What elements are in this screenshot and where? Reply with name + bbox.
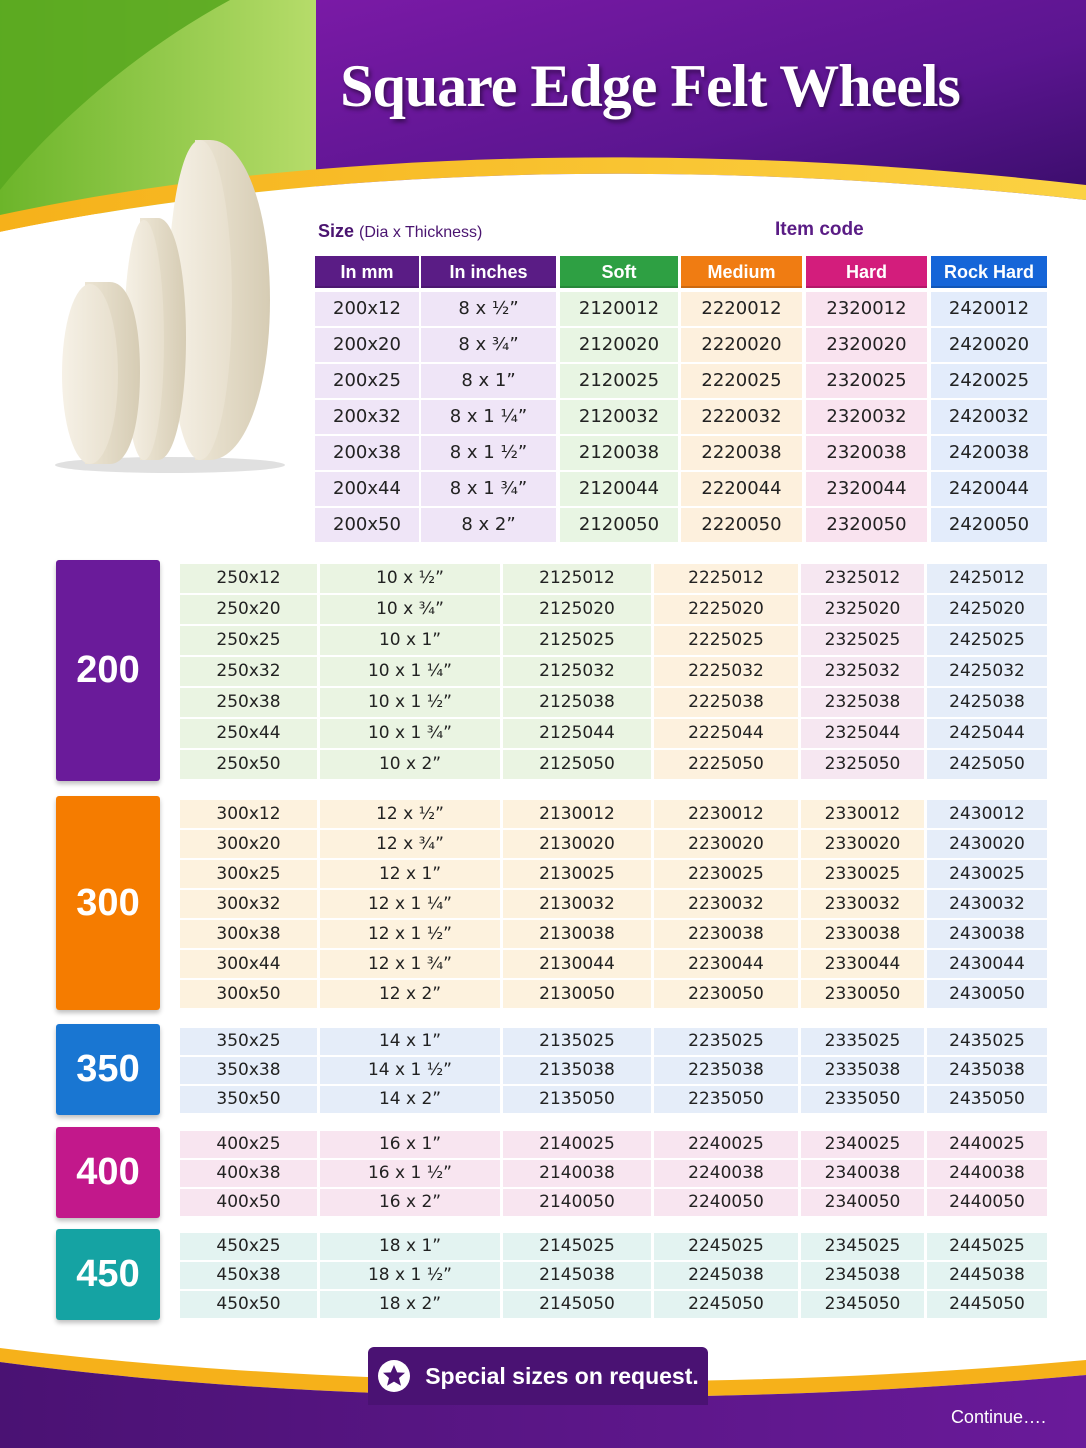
soft-code-cell: 2140038: [503, 1160, 651, 1189]
size-mm-cell: 300x32: [180, 890, 317, 920]
medium-code-cell: 2235025: [654, 1028, 798, 1057]
medium-code-cell: 2240025: [654, 1131, 798, 1160]
size-inches-cell: 16 x 1 ½”: [320, 1160, 500, 1189]
size-mm-cell: 300x20: [180, 830, 317, 860]
rock-hard-code-cell: 2430012: [927, 800, 1047, 830]
hard-code-cell: 2345038: [801, 1262, 924, 1291]
medium-code-cell: 2230032: [654, 890, 798, 920]
table-row: [0, 800, 1086, 830]
rock-hard-code-cell: 2425012: [927, 564, 1047, 595]
soft-code-cell: 2120012: [560, 292, 678, 328]
rock-hard-code-cell: 2430050: [927, 980, 1047, 1010]
soft-code-cell: 2125044: [503, 719, 651, 750]
table-row: [0, 364, 1086, 400]
rock-hard-code-cell: 2435025: [927, 1028, 1047, 1057]
size-inches-cell: 12 x 1 ¾”: [320, 950, 500, 980]
group-badge-350: 350: [56, 1024, 160, 1115]
soft-code-cell: 2125012: [503, 564, 651, 595]
size-mm-cell: 450x38: [180, 1262, 317, 1291]
soft-code-cell: 2145050: [503, 1291, 651, 1320]
table-row: [0, 292, 1086, 328]
size-label-sub: (Dia x Thickness): [359, 224, 483, 241]
size-mm-cell: 350x50: [180, 1086, 317, 1115]
size-inches-cell: 14 x 2”: [320, 1086, 500, 1115]
size-inches-cell: 8 x 1 ¾”: [421, 472, 556, 508]
medium-code-cell: 2225012: [654, 564, 798, 595]
table-row: [0, 508, 1086, 544]
soft-code-cell: 2145025: [503, 1233, 651, 1262]
rock-hard-code-cell: 2420044: [931, 472, 1047, 508]
table-row: [0, 1160, 1086, 1189]
table-row: [0, 1189, 1086, 1218]
rock-hard-code-cell: 2420050: [931, 508, 1047, 544]
medium-code-cell: 2240038: [654, 1160, 798, 1189]
size-inches-cell: 12 x 2”: [320, 980, 500, 1010]
size-inches-cell: 14 x 1 ½”: [320, 1057, 500, 1086]
group-badge-450: 450: [56, 1229, 160, 1320]
rock-hard-code-cell: 2420032: [931, 400, 1047, 436]
hard-code-cell: 2325038: [801, 688, 924, 719]
hard-code-cell: 2345025: [801, 1233, 924, 1262]
table-row: [0, 980, 1086, 1010]
size-inches-cell: 8 x 2”: [421, 508, 556, 544]
hard-code-cell: 2330038: [801, 920, 924, 950]
medium-code-cell: 2220050: [681, 508, 802, 544]
size-inches-cell: 8 x 1”: [421, 364, 556, 400]
rock-hard-code-cell: 2420012: [931, 292, 1047, 328]
size-mm-cell: 200x32: [315, 400, 419, 436]
soft-code-cell: 2125038: [503, 688, 651, 719]
medium-code-cell: 2235050: [654, 1086, 798, 1115]
rock-hard-code-cell: 2440050: [927, 1189, 1047, 1218]
rock-hard-code-cell: 2425050: [927, 750, 1047, 781]
hard-code-cell: 2320012: [806, 292, 927, 328]
rock-hard-code-cell: 2425044: [927, 719, 1047, 750]
hard-code-cell: 2320050: [806, 508, 927, 544]
rock-hard-code-cell: 2435050: [927, 1086, 1047, 1115]
size-mm-cell: 450x50: [180, 1291, 317, 1320]
table-row: [0, 950, 1086, 980]
table-row: [0, 860, 1086, 890]
soft-code-cell: 2130044: [503, 950, 651, 980]
soft-code-cell: 2120020: [560, 328, 678, 364]
size-inches-cell: 12 x ¾”: [320, 830, 500, 860]
rock-hard-code-cell: 2420025: [931, 364, 1047, 400]
special-sizes-banner: [368, 1347, 708, 1405]
medium-code-cell: 2225038: [654, 688, 798, 719]
soft-code-cell: 2130012: [503, 800, 651, 830]
group-badge-300: 300: [56, 796, 160, 1010]
soft-code-cell: 2135025: [503, 1028, 651, 1057]
size-inches-cell: 16 x 1”: [320, 1131, 500, 1160]
size-label: [318, 221, 482, 242]
medium-code-cell: 2220032: [681, 400, 802, 436]
size-mm-cell: 300x25: [180, 860, 317, 890]
soft-code-cell: 2125032: [503, 657, 651, 688]
hard-code-cell: 2320020: [806, 328, 927, 364]
medium-code-cell: 2245038: [654, 1262, 798, 1291]
size-mm-cell: 250x50: [180, 750, 317, 781]
table-row: [0, 1233, 1086, 1262]
group-badge-200: 200: [56, 560, 160, 781]
soft-code-cell: 2130032: [503, 890, 651, 920]
medium-code-cell: 2225044: [654, 719, 798, 750]
column-header-rock-hard: Rock Hard: [931, 256, 1047, 288]
size-inches-cell: 10 x ½”: [320, 564, 500, 595]
size-mm-cell: 400x38: [180, 1160, 317, 1189]
soft-code-cell: 2125020: [503, 595, 651, 626]
rock-hard-code-cell: 2435038: [927, 1057, 1047, 1086]
rock-hard-code-cell: 2425032: [927, 657, 1047, 688]
size-mm-cell: 200x20: [315, 328, 419, 364]
size-mm-cell: 250x44: [180, 719, 317, 750]
table-row: [0, 328, 1086, 364]
rock-hard-code-cell: 2430032: [927, 890, 1047, 920]
medium-code-cell: 2245050: [654, 1291, 798, 1320]
table-row: [0, 750, 1086, 781]
size-inches-cell: 10 x ¾”: [320, 595, 500, 626]
medium-code-cell: 2230044: [654, 950, 798, 980]
medium-code-cell: 2220044: [681, 472, 802, 508]
size-mm-cell: 300x38: [180, 920, 317, 950]
size-inches-cell: 14 x 1”: [320, 1028, 500, 1057]
soft-code-cell: 2130025: [503, 860, 651, 890]
size-mm-cell: 250x25: [180, 626, 317, 657]
rock-hard-code-cell: 2425020: [927, 595, 1047, 626]
table-row: [0, 830, 1086, 860]
table-row: [0, 1028, 1086, 1057]
soft-code-cell: 2120050: [560, 508, 678, 544]
table-row: [0, 400, 1086, 436]
soft-code-cell: 2120038: [560, 436, 678, 472]
medium-code-cell: 2240050: [654, 1189, 798, 1218]
medium-code-cell: 2230020: [654, 830, 798, 860]
size-mm-cell: 300x50: [180, 980, 317, 1010]
hard-code-cell: 2330050: [801, 980, 924, 1010]
rock-hard-code-cell: 2430044: [927, 950, 1047, 980]
table-row: [0, 1086, 1086, 1115]
table-row: [0, 890, 1086, 920]
medium-code-cell: 2220038: [681, 436, 802, 472]
soft-code-cell: 2120044: [560, 472, 678, 508]
soft-code-cell: 2125025: [503, 626, 651, 657]
hard-code-cell: 2320038: [806, 436, 927, 472]
item-code-label: Item code: [775, 219, 864, 240]
size-label-main: Size: [318, 221, 355, 241]
hard-code-cell: 2335025: [801, 1028, 924, 1057]
size-inches-cell: 16 x 2”: [320, 1189, 500, 1218]
size-inches-cell: 10 x 2”: [320, 750, 500, 781]
hard-code-cell: 2330044: [801, 950, 924, 980]
soft-code-cell: 2145038: [503, 1262, 651, 1291]
table-row: [0, 719, 1086, 750]
column-header-soft: Soft: [560, 256, 678, 288]
page-title: Square Edge Felt Wheels: [340, 53, 960, 119]
size-inches-cell: 12 x 1 ¼”: [320, 890, 500, 920]
table-row: [0, 1262, 1086, 1291]
hard-code-cell: 2335050: [801, 1086, 924, 1115]
table-row: [0, 1131, 1086, 1160]
hard-code-cell: 2325025: [801, 626, 924, 657]
rock-hard-code-cell: 2430025: [927, 860, 1047, 890]
hard-code-cell: 2325044: [801, 719, 924, 750]
rock-hard-code-cell: 2420020: [931, 328, 1047, 364]
rock-hard-code-cell: 2440038: [927, 1160, 1047, 1189]
hard-code-cell: 2345050: [801, 1291, 924, 1320]
soft-code-cell: 2120032: [560, 400, 678, 436]
medium-code-cell: 2230050: [654, 980, 798, 1010]
table-row: [0, 564, 1086, 595]
size-mm-cell: 200x38: [315, 436, 419, 472]
table-row: [0, 436, 1086, 472]
size-inches-cell: 18 x 1”: [320, 1233, 500, 1262]
hard-code-cell: 2340050: [801, 1189, 924, 1218]
hard-code-cell: 2340025: [801, 1131, 924, 1160]
size-inches-cell: 12 x ½”: [320, 800, 500, 830]
medium-code-cell: 2225050: [654, 750, 798, 781]
size-inches-cell: 12 x 1 ½”: [320, 920, 500, 950]
rock-hard-code-cell: 2445038: [927, 1262, 1047, 1291]
table-row: [0, 657, 1086, 688]
size-mm-cell: 200x50: [315, 508, 419, 544]
hard-code-cell: 2320032: [806, 400, 927, 436]
size-inches-cell: 18 x 1 ½”: [320, 1262, 500, 1291]
soft-code-cell: 2135038: [503, 1057, 651, 1086]
size-mm-cell: 250x20: [180, 595, 317, 626]
rock-hard-code-cell: 2445025: [927, 1233, 1047, 1262]
size-inches-cell: 10 x 1 ¼”: [320, 657, 500, 688]
medium-code-cell: 2230025: [654, 860, 798, 890]
size-mm-cell: 200x12: [315, 292, 419, 328]
hard-code-cell: 2320044: [806, 472, 927, 508]
size-mm-cell: 350x25: [180, 1028, 317, 1057]
size-mm-cell: 250x32: [180, 657, 317, 688]
medium-code-cell: 2230012: [654, 800, 798, 830]
column-header-mm: In mm: [315, 256, 419, 288]
size-inches-cell: 12 x 1”: [320, 860, 500, 890]
size-mm-cell: 300x12: [180, 800, 317, 830]
hard-code-cell: 2335038: [801, 1057, 924, 1086]
star-icon: [377, 1359, 411, 1393]
medium-code-cell: 2230038: [654, 920, 798, 950]
table-row: [0, 595, 1086, 626]
size-mm-cell: 250x12: [180, 564, 317, 595]
table-row: [0, 1291, 1086, 1320]
soft-code-cell: 2130020: [503, 830, 651, 860]
hard-code-cell: 2330020: [801, 830, 924, 860]
column-header-medium: Medium: [681, 256, 802, 288]
soft-code-cell: 2125050: [503, 750, 651, 781]
rock-hard-code-cell: 2430038: [927, 920, 1047, 950]
size-inches-cell: 10 x 1”: [320, 626, 500, 657]
hard-code-cell: 2325032: [801, 657, 924, 688]
rock-hard-code-cell: 2425038: [927, 688, 1047, 719]
medium-code-cell: 2220025: [681, 364, 802, 400]
column-header-inches: In inches: [421, 256, 556, 288]
soft-code-cell: 2140050: [503, 1189, 651, 1218]
hard-code-cell: 2325012: [801, 564, 924, 595]
soft-code-cell: 2130038: [503, 920, 651, 950]
table-row: [0, 626, 1086, 657]
medium-code-cell: 2235038: [654, 1057, 798, 1086]
rock-hard-code-cell: 2445050: [927, 1291, 1047, 1320]
rock-hard-code-cell: 2440025: [927, 1131, 1047, 1160]
size-inches-cell: 8 x 1 ½”: [421, 436, 556, 472]
soft-code-cell: 2140025: [503, 1131, 651, 1160]
size-mm-cell: 350x38: [180, 1057, 317, 1086]
size-mm-cell: 200x44: [315, 472, 419, 508]
medium-code-cell: 2225020: [654, 595, 798, 626]
table-row: [0, 688, 1086, 719]
size-inches-cell: 8 x ½”: [421, 292, 556, 328]
medium-code-cell: 2220012: [681, 292, 802, 328]
medium-code-cell: 2225025: [654, 626, 798, 657]
group-badge-400: 400: [56, 1127, 160, 1218]
hard-code-cell: 2325050: [801, 750, 924, 781]
rock-hard-code-cell: 2430020: [927, 830, 1047, 860]
table-row: [0, 472, 1086, 508]
medium-code-cell: 2220020: [681, 328, 802, 364]
hard-code-cell: 2340038: [801, 1160, 924, 1189]
medium-code-cell: 2225032: [654, 657, 798, 688]
continue-link[interactable]: Continue….: [950, 1407, 1046, 1427]
size-mm-cell: 200x25: [315, 364, 419, 400]
soft-code-cell: 2135050: [503, 1086, 651, 1115]
table-row: [0, 1057, 1086, 1086]
hard-code-cell: 2325020: [801, 595, 924, 626]
size-inches-cell: 10 x 1 ¾”: [320, 719, 500, 750]
hard-code-cell: 2320025: [806, 364, 927, 400]
size-mm-cell: 450x25: [180, 1233, 317, 1262]
size-mm-cell: 400x25: [180, 1131, 317, 1160]
size-mm-cell: 400x50: [180, 1189, 317, 1218]
size-inches-cell: 18 x 2”: [320, 1291, 500, 1320]
hard-code-cell: 2330025: [801, 860, 924, 890]
table-row: [0, 920, 1086, 950]
size-mm-cell: 300x44: [180, 950, 317, 980]
rock-hard-code-cell: 2425025: [927, 626, 1047, 657]
medium-code-cell: 2245025: [654, 1233, 798, 1262]
special-sizes-text: Special sizes on request.: [425, 1362, 699, 1389]
hard-code-cell: 2330012: [801, 800, 924, 830]
size-inches-cell: 8 x 1 ¼”: [421, 400, 556, 436]
size-mm-cell: 250x38: [180, 688, 317, 719]
hard-code-cell: 2330032: [801, 890, 924, 920]
soft-code-cell: 2120025: [560, 364, 678, 400]
size-inches-cell: 8 x ¾”: [421, 328, 556, 364]
column-header-hard: Hard: [806, 256, 927, 288]
size-inches-cell: 10 x 1 ½”: [320, 688, 500, 719]
soft-code-cell: 2130050: [503, 980, 651, 1010]
rock-hard-code-cell: 2420038: [931, 436, 1047, 472]
